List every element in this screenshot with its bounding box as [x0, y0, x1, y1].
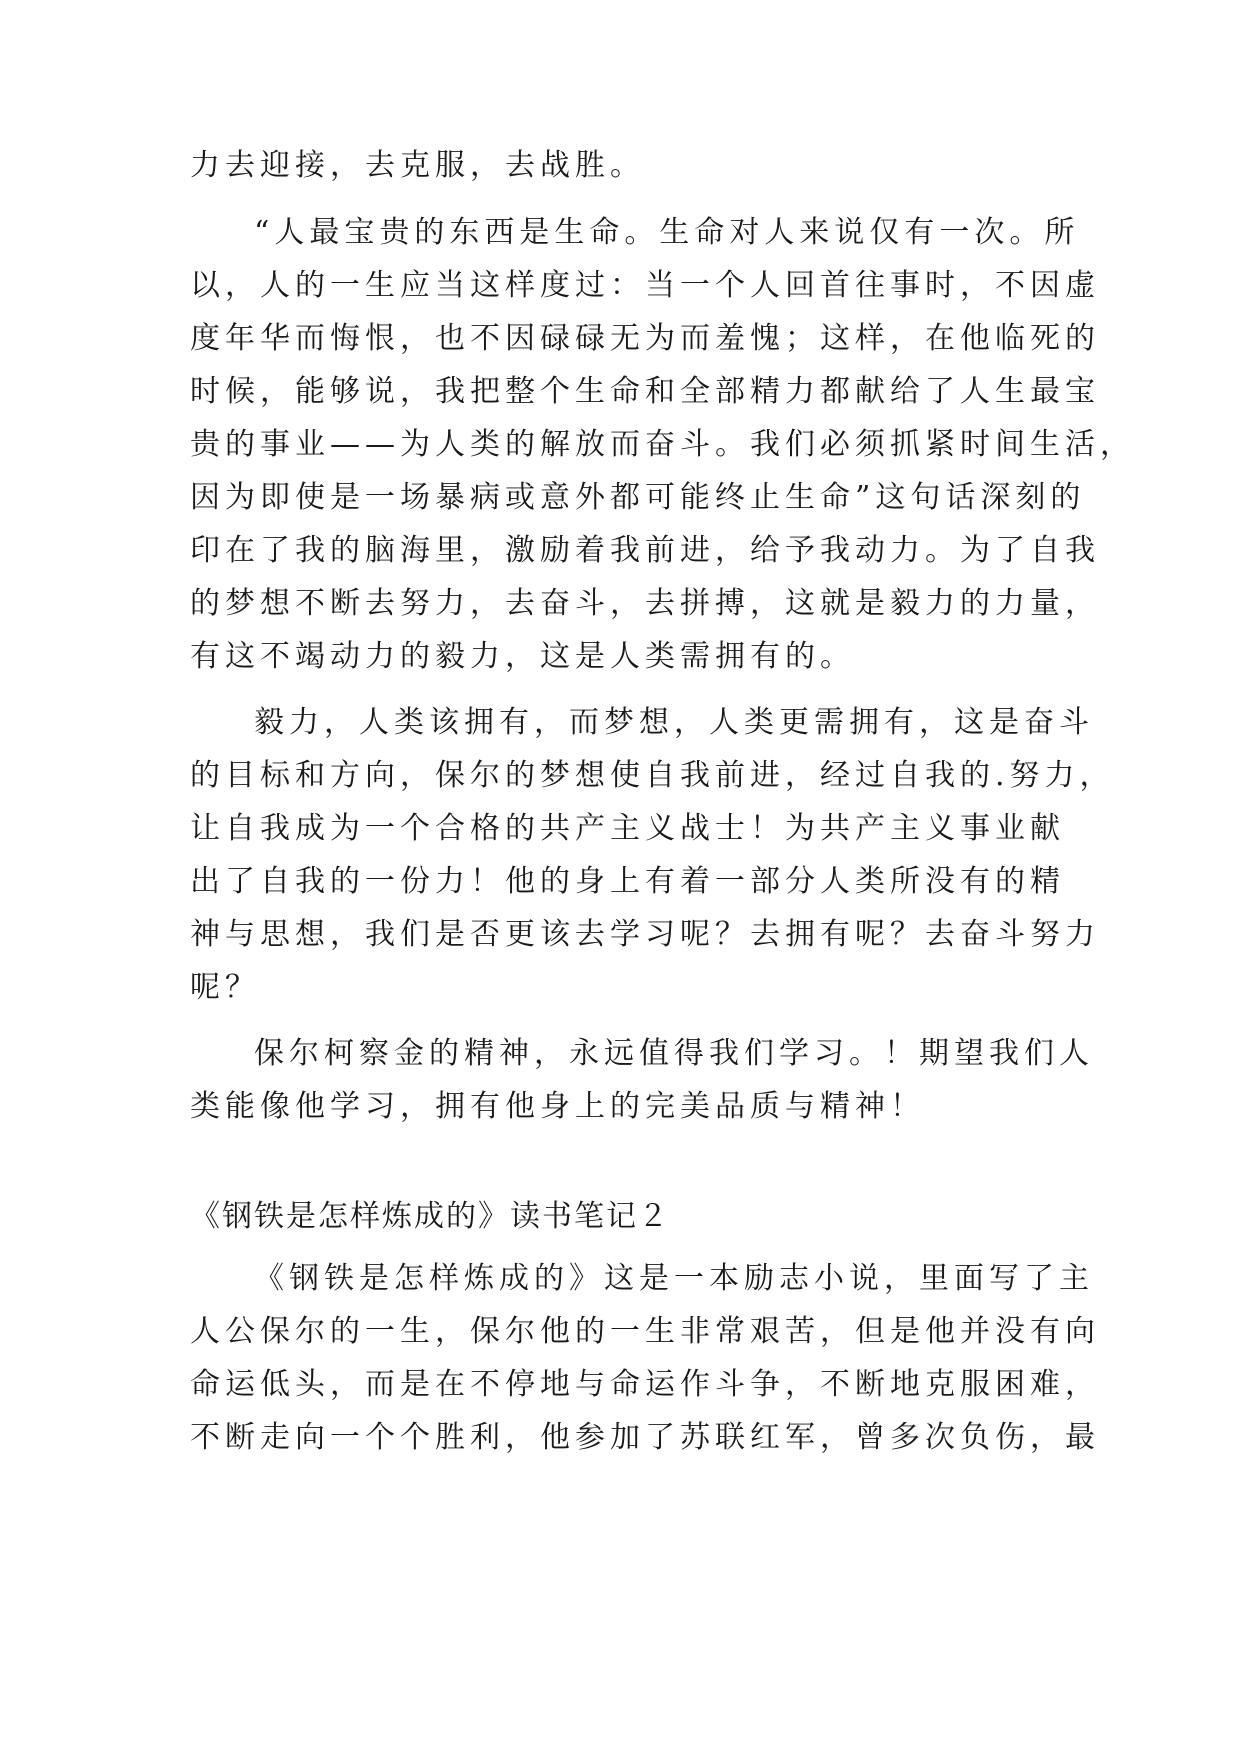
dream-paragraph-line: 让自我成为一个合格的共产主义战士！为共产主义事业献	[190, 811, 1065, 846]
quote-paragraph-line: 贵的事业——为人类的解放而奋斗。我们必须抓紧时间生活，	[190, 427, 1135, 462]
quote-paragraph-line: 的梦想不断去努力，去奋斗，去拼搏，这就是毅力的力量，	[190, 586, 1100, 621]
dream-paragraph-line: 毅力，人类该拥有，而梦想，人类更需拥有，这是奋斗	[254, 705, 1094, 740]
dream-paragraph-line: 神与思想，我们是否更该去学习呢？去拥有呢？去奋斗努力	[190, 917, 1100, 952]
paragraph-line: 力去迎接，去克服，去战胜。	[190, 148, 645, 183]
quote-paragraph-line: “人最宝贵的东西是生命。生命对人来说仅有一次。所	[254, 215, 1080, 250]
intro-paragraph-line: 不断走向一个个胜利，他参加了苏联红军，曾多次负伤，最	[190, 1420, 1100, 1455]
closing-paragraph-line: 保尔柯察金的精神，永远值得我们学习。！期望我们人	[254, 1036, 1094, 1071]
closing-paragraph-line: 类能像他学习，拥有他身上的完美品质与精神！	[190, 1089, 925, 1124]
intro-paragraph-line: 人公保尔的一生，保尔他的一生非常艰苦，但是他并没有向	[190, 1314, 1100, 1349]
quote-paragraph-line: 因为即使是一场暴病或意外都可能终止生命”这句话深刻的	[190, 480, 1086, 515]
intro-paragraph-line: 命运低头，而是在不停地与命运作斗争，不断地克服困难，	[190, 1367, 1100, 1402]
dream-paragraph-line: 出了自我的一份力！他的身上有着一部分人类所没有的精	[190, 864, 1065, 899]
quote-paragraph-line: 度年华而悔恨，也不因碌碌无为而羞愧；这样，在他临死的	[190, 321, 1100, 356]
quote-paragraph-line: 时候，能够说，我把整个生命和全部精力都献给了人生最宝	[190, 374, 1100, 409]
dream-paragraph-line: 的目标和方向，保尔的梦想使自我前进，经过自我的.努力，	[190, 758, 1115, 793]
section-title: 《钢铁是怎样炼成的》读书笔记２	[190, 1199, 670, 1234]
quote-paragraph-line: 印在了我的脑海里，激励着我前进，给予我动力。为了自我	[190, 533, 1100, 568]
intro-paragraph-line: 《钢铁是怎样炼成的》这是一本励志小说，里面写了主	[254, 1261, 1094, 1296]
quote-paragraph-line: 有这不竭动力的毅力，这是人类需拥有的。	[190, 639, 855, 674]
dream-paragraph-line: 呢？	[190, 970, 260, 1005]
quote-paragraph-line: 以，人的一生应当这样度过：当一个人回首往事时，不因虚	[190, 268, 1100, 303]
